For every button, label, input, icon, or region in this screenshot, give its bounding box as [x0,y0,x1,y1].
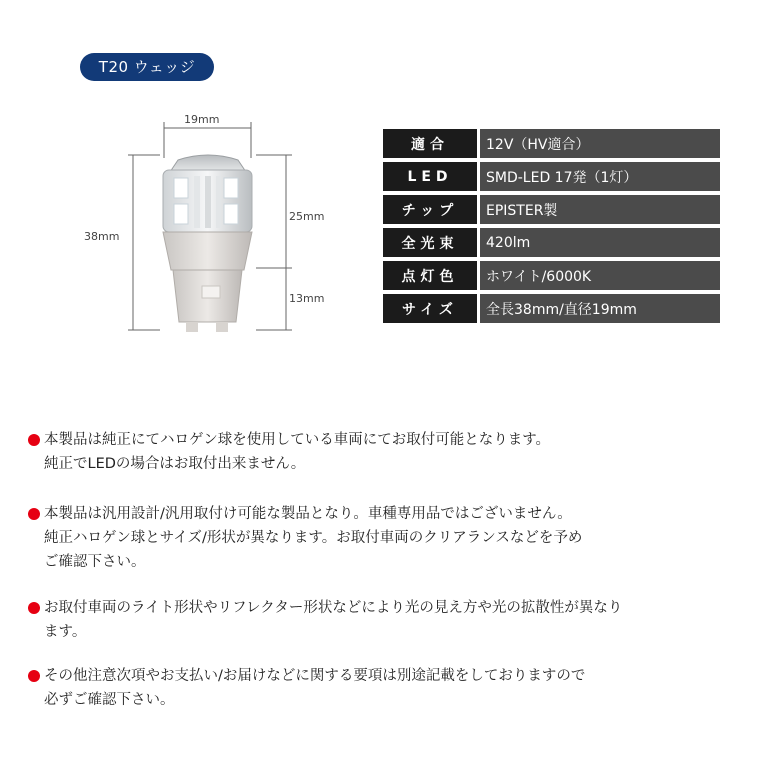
width-dimension-label: 19mm [184,113,220,126]
product-type-badge: T20 ウェッジ [80,53,214,81]
spec-value: 12V（HV適合） [480,129,720,158]
note-item [28,664,748,712]
spec-value: EPISTER製 [480,195,720,224]
note-item [28,428,748,476]
spec-value: ホワイト/6000K [480,261,720,290]
notes-list [28,428,748,712]
note-line: ご確認下さい。 [44,554,146,570]
spec-value: SMD-LED 17発（1灯） [480,162,720,191]
note-line: お取付車両のライト形状やリフレクター形状などにより光の見え方や光の拡散性が異なり [44,600,623,616]
bullet-icon [28,508,40,520]
spec-value: 全長38mm/直径19mm [480,294,720,323]
spec-label: サイズ [383,294,477,323]
note-item [28,596,748,644]
note-line: ます。 [44,624,87,640]
total-length-label: 38mm [84,230,120,243]
spec-row [383,195,720,224]
note-line: 本製品は汎用設計/汎用取付け可能な製品となり。車種専用品ではございません。 [44,506,572,522]
note-line: 必ずご確認下さい。 [44,692,175,708]
bulb-dimension-diagram [60,100,360,360]
spec-label: 点灯色 [383,261,477,290]
spec-row [383,129,720,158]
spec-label: LED [383,162,477,191]
note-line: その他注意次項やお支払い/お届けなどに関する要項は別途記載をしておりますので [44,668,586,684]
spec-row [383,294,720,323]
spec-label: 全光束 [383,228,477,257]
spec-row [383,261,720,290]
upper-length-label: 25mm [289,210,325,223]
bullet-icon [28,434,40,446]
spec-row [383,228,720,257]
spec-row [383,162,720,191]
bullet-icon [28,602,40,614]
lower-length-label: 13mm [289,292,325,305]
spec-table [383,125,720,327]
note-item [28,502,748,574]
spec-label: チップ [383,195,477,224]
spec-label: 適合 [383,129,477,158]
bullet-icon [28,670,40,682]
note-line: 本製品は純正にてハロゲン球を使用している車両にてお取付可能となります。 [44,432,551,448]
spec-value: 420lm [480,228,720,257]
note-line: 純正ハロゲン球とサイズ/形状が異なります。お取付車両のクリアランスなどを予め [44,530,583,546]
note-line: 純正でLEDの場合はお取付出来ません。 [44,456,306,472]
